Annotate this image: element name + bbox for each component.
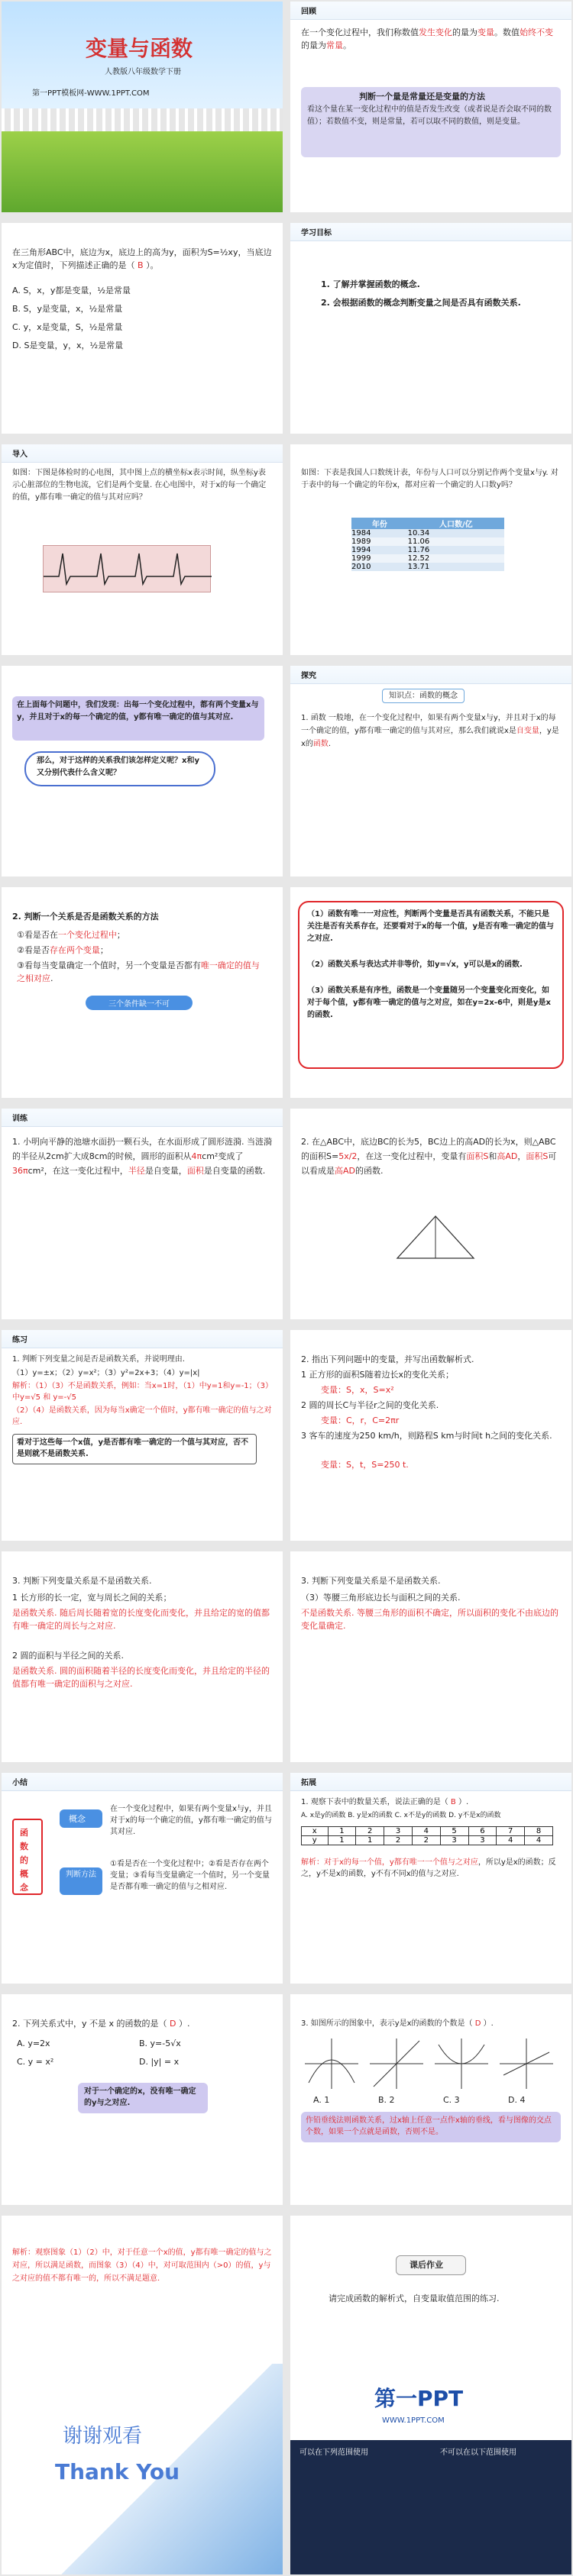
slide-20-graphs[interactable] xyxy=(290,1994,571,2205)
j2-l2: （3）等腰三角形底边长与面积之间的关系. xyxy=(301,1593,461,1603)
slide-1-cover[interactable] xyxy=(2,2,283,212)
slide-3-question[interactable] xyxy=(2,223,283,434)
cell: 1 xyxy=(328,1827,356,1836)
e-answer: B xyxy=(448,1798,458,1806)
slide-tag: 练习 xyxy=(12,1336,28,1344)
nf-answer: D xyxy=(167,2019,179,2029)
cell: 5 xyxy=(440,1827,468,1836)
j2-l3: 不是函数关系. 等腰三角形的面积不确定，所以面积的变化不由底边的变化量确定. xyxy=(301,1608,558,1631)
slide-24-brand[interactable] xyxy=(290,2364,571,2574)
ex-l4: （2）（4）是函数关系，因为每当x确定一个值时，y都有唯一确定的值与之对应. xyxy=(12,1406,272,1426)
v-l4: 2 圆的周长C与半径r之间的变化关系. xyxy=(301,1400,439,1410)
intro-f: 始终不变 xyxy=(520,27,553,37)
intro-g: 的量为 xyxy=(301,40,326,50)
cell: 4 xyxy=(412,1827,440,1836)
ecg-line xyxy=(44,546,212,593)
e-q xyxy=(301,1796,468,1809)
option-a: A. S，x，y都是变量，½是常量 xyxy=(12,286,131,295)
recap-d2: ①看是否在一个变化过程中；②看是否存在两个变量；③看每当变量确定一个值时，另一个变量是否都有唯一确定的值与之相对应. xyxy=(110,1860,270,1891)
e-options: A. x是y的函数 B. y是x的函数 C. x不是y的函数 D. y不是x的函数 xyxy=(301,1812,501,1819)
intro-e: 。数值 xyxy=(494,27,520,37)
ex-l5: 看对于这些每一个x值，y是否都有唯一确定的一个值与其对应，否不是则就不是函数关系. xyxy=(17,1438,248,1458)
method-title: 判断一个量是常量还是变量的方法 xyxy=(359,92,485,102)
g-label-3: C. 3 xyxy=(443,2095,460,2105)
q-text: 在三角形ABC中，底边为x，底边上的高为y，面积为S=½xy，当底边x为定值时，下列描述正确的是（ xyxy=(12,247,272,270)
m3-b: 唯一确定的值与之相对应 xyxy=(17,960,260,983)
review-intro xyxy=(301,26,561,52)
method-body: 看这个量在某一变化过程中的值是否发生改变（或者说是否会取不同的数值）；若数值不变，则是常量，若可以取不同的数值，则是变量。 xyxy=(307,105,552,126)
slide-tag: 导入 xyxy=(12,450,28,459)
slide-tag: 小结 xyxy=(12,1779,28,1787)
tq-b: 5x/2 xyxy=(338,1151,358,1161)
def-a: 1. 函数 一般地，在一个变化过程中，如果有两个变量x与y，并且对于x的每一个确定的值，y都有唯一确定的值与其对应，那么我们就说x是 xyxy=(301,714,556,735)
slide-4-goals[interactable] xyxy=(290,223,571,434)
nf-q-end: ）. xyxy=(178,2019,190,2029)
r-d: 36π xyxy=(12,1166,28,1176)
slide-16-judge-2[interactable] xyxy=(290,1551,571,1762)
xy-table xyxy=(301,1826,553,1845)
slide-tag: 拓展 xyxy=(301,1779,316,1787)
cell: 2010 xyxy=(351,563,371,571)
v-l7: 变量：S，t，S=250 t. xyxy=(321,1460,409,1470)
cell: 2 xyxy=(356,1827,384,1836)
cell: 1999 xyxy=(351,554,371,563)
thanks-cn: 谢谢观看 xyxy=(63,2425,143,2448)
cover-title: 变量与函数 xyxy=(86,36,193,61)
slide-header xyxy=(2,1773,283,1791)
e-ex-c: ，所以y是x的函数；反之，y不是x的函数，y不有不同x的值与之对应. xyxy=(301,1858,556,1878)
def-b: 自变量 xyxy=(516,727,539,735)
slide-19-nonfunction[interactable] xyxy=(2,1994,283,2205)
slide-tag: 回顾 xyxy=(301,8,316,16)
option-d: D. S是变量，y，x，½是常量 xyxy=(12,341,124,350)
knowledge-point: 知识点：函数的概念 xyxy=(382,689,465,703)
slide-7-summary[interactable] xyxy=(2,666,283,876)
slide-6-population[interactable] xyxy=(290,444,571,655)
e-ex-b: 对于x的每一个值，y都有唯一一个值与之对应 xyxy=(324,1858,478,1867)
cell: 2 xyxy=(412,1836,440,1845)
r-f: 半径 xyxy=(128,1166,145,1176)
r-a: 1. 小明向平静的池塘水面扔一颗石头，在水面形成了圆形涟漪. 当涟漪的半径从2cm扩大成8cm的时候，圆形的面积从 xyxy=(12,1137,272,1161)
j-l3: 是函数关系. 随后周长随着宽的长度变化而变化，并且给定的宽的值都有唯一确定的周长与之对应. xyxy=(12,1608,270,1631)
method-3 xyxy=(17,959,261,985)
th-year: 年份 xyxy=(371,521,387,529)
slide-5-intro[interactable] xyxy=(2,444,283,655)
tq-i: 可以看成是 xyxy=(301,1151,557,1176)
g-q xyxy=(301,2017,494,2030)
nf-d: D. |y| = x xyxy=(139,2057,180,2067)
tq-j: 高AD xyxy=(335,1166,355,1176)
method-heading: 2. 判断一个关系是否是函数关系的方法 xyxy=(12,912,159,922)
cell: 10.34 xyxy=(407,529,430,537)
slide-18-extend[interactable] xyxy=(290,1773,571,1984)
ex-l1: 1. 判断下列变量之间是否是函数关系，并说明理由. xyxy=(12,1355,185,1364)
e-q-text: 1. 观察下表中的数量关系，说法正确的是（ xyxy=(301,1798,448,1806)
cell: 3 xyxy=(384,1827,413,1836)
slide-header xyxy=(2,1330,283,1348)
intro-i: 。 xyxy=(343,40,351,50)
summary-p2: 那么，对于这样的关系我们该怎样定义呢？x和y又分别代表什么含义呢？ xyxy=(37,757,199,777)
cell: 11.06 xyxy=(407,537,430,546)
method-2 xyxy=(17,944,108,957)
slide-tag: 学习目标 xyxy=(301,229,332,237)
slide-9-method[interactable] xyxy=(2,887,283,1098)
option-c: C. y，x是变量，S，½是常量 xyxy=(12,322,123,332)
j2-l1: 3. 判断下列变量关系是不是函数关系. xyxy=(301,1576,441,1586)
cell: 8 xyxy=(525,1827,553,1836)
slide-header xyxy=(290,2,571,20)
m2-c: ； xyxy=(99,945,108,955)
cell: 1 xyxy=(356,1836,384,1845)
def-text xyxy=(301,712,561,751)
slide-8-explore[interactable] xyxy=(290,666,571,876)
slide-header xyxy=(290,223,571,241)
slide-11-practice[interactable] xyxy=(2,1109,283,1319)
recap-d1: 在一个变化过程中，如果有两个变量x与y，并且对于x的每一个确定的值，y都有唯一确定的值与其对应. xyxy=(110,1805,272,1836)
cell: 3 xyxy=(468,1836,497,1845)
recap-method: 判断方法 xyxy=(66,1871,96,1879)
graph-figures xyxy=(301,2037,561,2090)
slide-10-notes[interactable] xyxy=(290,887,571,1098)
j-l1: 3. 判断下列变量关系是不是函数关系. xyxy=(12,1576,152,1586)
g-explain: 作铅垂线法则函数关系，过x轴上任意一点作x轴的垂线，看与图像的交点个数，如果一个点就是函数，否则不是。 xyxy=(306,2116,552,2136)
def-c: ，y是x的 xyxy=(301,727,559,748)
slide-13-exercise[interactable] xyxy=(2,1330,283,1541)
ripple-question xyxy=(12,1135,272,1178)
thanks-en: Thank You xyxy=(55,2459,180,2484)
pop-table xyxy=(351,518,504,571)
slide-17-recap[interactable] xyxy=(2,1773,283,1984)
nf-q xyxy=(12,2017,189,2030)
triangle-question xyxy=(301,1135,561,1178)
g-q-text: 3. 如图所示的图象中，表示y是x的函数的个数是（ xyxy=(301,2019,473,2028)
note-1: （1）函数有唯一一对应性，判断两个变量是否具有函数关系，不能只是关注是否有关系存在，还要看对于x的每一个值，y是否有唯一确定的值与之对应. xyxy=(307,910,554,943)
note-2: （2）函数关系与表达式并非等价，如y=√x，y可以是x的函数. xyxy=(307,960,523,969)
m1-a: ①看是否在 xyxy=(17,930,58,940)
ex-l2: （1）y=±x；（2）y=x²；（3）y²=2x+3；（4）y=|x| xyxy=(12,1369,200,1377)
th-pop: 人口数/亿 xyxy=(439,521,473,529)
cell: x xyxy=(302,1827,329,1836)
intro-d: 变量 xyxy=(478,27,494,37)
e-q-end: ）. xyxy=(458,1798,469,1806)
j-l4: 2 圆的面积与半径之间的关系. xyxy=(12,1651,124,1661)
q-answer: B xyxy=(134,260,147,270)
nf-q-text: 2. 下列关系式中，y 不是 x 的函数的是（ xyxy=(12,2019,167,2029)
goal-1: 1. 了解并掌握函数的概念. xyxy=(321,279,420,289)
intro-h: 常量 xyxy=(326,40,343,50)
analysis-text: 解析：观察图象（1）（2）中，对于任意一个x的值，y都有唯一确定的值与之对应，所以满足函数，而图象（3）（4）中，对可取范围内（>0）的值，y与之对应的值不都有唯一的，所以不满足题意. xyxy=(12,2248,272,2283)
slide-14-variables[interactable] xyxy=(290,1330,571,1541)
tq-h: 面积S xyxy=(526,1151,549,1161)
j-l5: 是函数关系. 圆的面积随着半径的长度变化而变化，并且给定的半径的值都有唯一确定的面积与之对应. xyxy=(12,1666,270,1689)
cell: y xyxy=(302,1836,329,1845)
e-ex-a: 解析： xyxy=(301,1858,324,1867)
cell: 13.71 xyxy=(407,563,430,571)
r-e: cm²，在这一变化过程中， xyxy=(28,1166,128,1176)
tq-g: ， xyxy=(517,1151,526,1161)
usage-ok: 可以在下列范围使用 xyxy=(299,2448,368,2457)
slide-header xyxy=(290,1773,571,1791)
cell: 4 xyxy=(497,1836,525,1845)
cover-brand: 第一PPT模板网-WWW.1PPT.COM xyxy=(32,89,150,98)
cell: 7 xyxy=(497,1827,525,1836)
cell: 1994 xyxy=(351,546,371,554)
m3-a: ③看每当变量确定一个值时，另一个变量是否都有 xyxy=(17,960,201,970)
v-l1: 2. 指出下列问题中的变量，并写出函数解析式. xyxy=(301,1354,474,1364)
cell: 1984 xyxy=(351,529,371,537)
ex-l3: 解析：（1）（3）不是函数关系，例如：当x=1时，（1）中y=1和y=-1；（3）中y=√5 和 y=-√5 xyxy=(12,1382,270,1402)
nf-c: C. y = x² xyxy=(17,2057,54,2067)
method-1 xyxy=(17,928,125,941)
tq-d: 面积S xyxy=(466,1151,489,1161)
cell: 3 xyxy=(440,1836,468,1845)
hw-title: 课后作业 xyxy=(410,2260,443,2270)
slide-2-review[interactable] xyxy=(290,2,571,212)
tq-e: 和 xyxy=(488,1151,497,1161)
cell: 1 xyxy=(328,1836,356,1845)
condition-pill: 三个条件缺一不可 xyxy=(86,996,193,1010)
q-stem xyxy=(12,246,272,272)
r-h: 面积 xyxy=(186,1166,204,1176)
v-l3: 变量：S，x，S=x² xyxy=(321,1385,394,1395)
v-l5: 变量：C，r，C=2πr xyxy=(321,1416,400,1425)
brand-url: WWW.1PPT.COM xyxy=(382,2416,445,2425)
v-l2: 1 正方形的面积S随着边长x的变化关系； xyxy=(301,1370,454,1380)
tq-a: 2. 在△ABC中，底边BC的长为5，BC边上的高AD的长为x，则△ABC的面积S= xyxy=(301,1137,556,1161)
m1-b: 一个变化过程中 xyxy=(57,930,117,940)
r-b: 4π xyxy=(191,1151,202,1161)
cell: 4 xyxy=(525,1836,553,1845)
tq-c: ，在这一变化过程中，变量有 xyxy=(357,1151,467,1161)
slide-tag: 训练 xyxy=(12,1115,28,1123)
usage-no: 不可以在以下范围使用 xyxy=(440,2448,516,2457)
cell: 6 xyxy=(468,1827,497,1836)
r-g: 是自变量， xyxy=(144,1166,187,1176)
cell: 1989 xyxy=(351,537,371,546)
intro-a: 在一个变化过程中，我们称数值 xyxy=(301,27,419,37)
g-answer: D xyxy=(472,2019,484,2028)
q-end: ）。 xyxy=(146,260,159,270)
g-q-end: ）. xyxy=(483,2019,494,2028)
slide-23-thanks[interactable] xyxy=(2,2364,283,2574)
tq-k: 的函数. xyxy=(355,1166,384,1176)
summary-p1: 在上面每个问题中，我们发现：出每一个变化过程中，都有两个变量x与y，并且对于x的每一个确定的值，y都有唯一确定的值与其对应. xyxy=(17,701,259,721)
nf-a: A. y=2x xyxy=(17,2039,50,2048)
j-l2: 1 长方形的长一定，宽与周长之间的关系； xyxy=(12,1593,172,1603)
brand-bottom xyxy=(290,2440,571,2574)
cell: 11.76 xyxy=(407,546,430,554)
g-label-2: B. 2 xyxy=(378,2095,395,2105)
slide-15-judge[interactable] xyxy=(2,1551,283,1762)
m2-a: ②看是否 xyxy=(17,945,50,955)
recap-root: 函数的概念 xyxy=(20,1828,28,1893)
g-label-1: A. 1 xyxy=(313,2095,330,2105)
note-3: （3）函数关系是有序性，函数是一个变量随另一个变量变化而变化，如对于每个值，y都有唯一确定的值与之对应，如在y=2x-6中，则是y是x的函数. xyxy=(307,986,551,1019)
brand-name: 第一PPT xyxy=(374,2386,464,2411)
r-c: cm²变成了 xyxy=(202,1151,244,1161)
goal-2: 2. 会根据函数的概念判断变量之间是否具有函数关系. xyxy=(321,298,521,308)
ecg-image xyxy=(43,545,211,592)
cell: 2 xyxy=(384,1836,413,1845)
def-e: . xyxy=(328,740,332,748)
option-b: B. S，y是变量，x，½是常量 xyxy=(12,304,123,314)
slide-12-triangle[interactable] xyxy=(290,1109,571,1319)
v-l6: 3 客车的速度为250 km/h，则路程S km与时间t h之间的变化关系. xyxy=(301,1431,552,1441)
slide-header xyxy=(2,444,283,463)
def-d: 函数 xyxy=(312,740,329,748)
m2-b: 存在两个变量 xyxy=(49,945,100,955)
recap-concept: 概念 xyxy=(69,1814,86,1824)
ecg-text: 如图：下图是体检时的心电图，其中图上点的横坐标x表示时间，纵坐标y表示心脏部位的生物电流，它们是两个变量. 在心电图中，对于x的每一个确定的值，y都有唯一确定的值与其对应吗？ xyxy=(12,469,267,502)
intro-b: 发生变化 xyxy=(419,27,452,37)
intro-c: 的量为 xyxy=(452,27,478,37)
m1-c: ； xyxy=(116,930,125,940)
m3-c: . xyxy=(50,973,53,983)
r-i: 是自变量的函数. xyxy=(203,1166,266,1176)
triangle-figure xyxy=(390,1212,481,1266)
tq-f: 高AD xyxy=(497,1151,518,1161)
cell: 12.52 xyxy=(407,554,430,563)
slide-header xyxy=(290,666,571,684)
pop-text: 如图：下表是我国人口数统计表，年份与人口可以分别记作两个变量x与y. 对于表中的每一个确定的年份x，都对应着一个确定的人口数y吗？ xyxy=(301,469,558,489)
nf-note: 对于一个确定的x，没有唯一确定的y与之对应. xyxy=(84,2087,196,2107)
hw-body: 请完成函数的解析式，自变量取值范围的练习. xyxy=(329,2294,500,2303)
slide-header xyxy=(2,1109,283,1127)
cover-subtitle: 人教版八年级数学下册 xyxy=(105,68,181,76)
slide-tag: 探究 xyxy=(301,672,316,680)
fence xyxy=(2,108,283,131)
nf-b: B. y=-5√x xyxy=(139,2039,181,2048)
g-label-4: D. 4 xyxy=(508,2095,526,2105)
e-explain xyxy=(301,1857,561,1880)
